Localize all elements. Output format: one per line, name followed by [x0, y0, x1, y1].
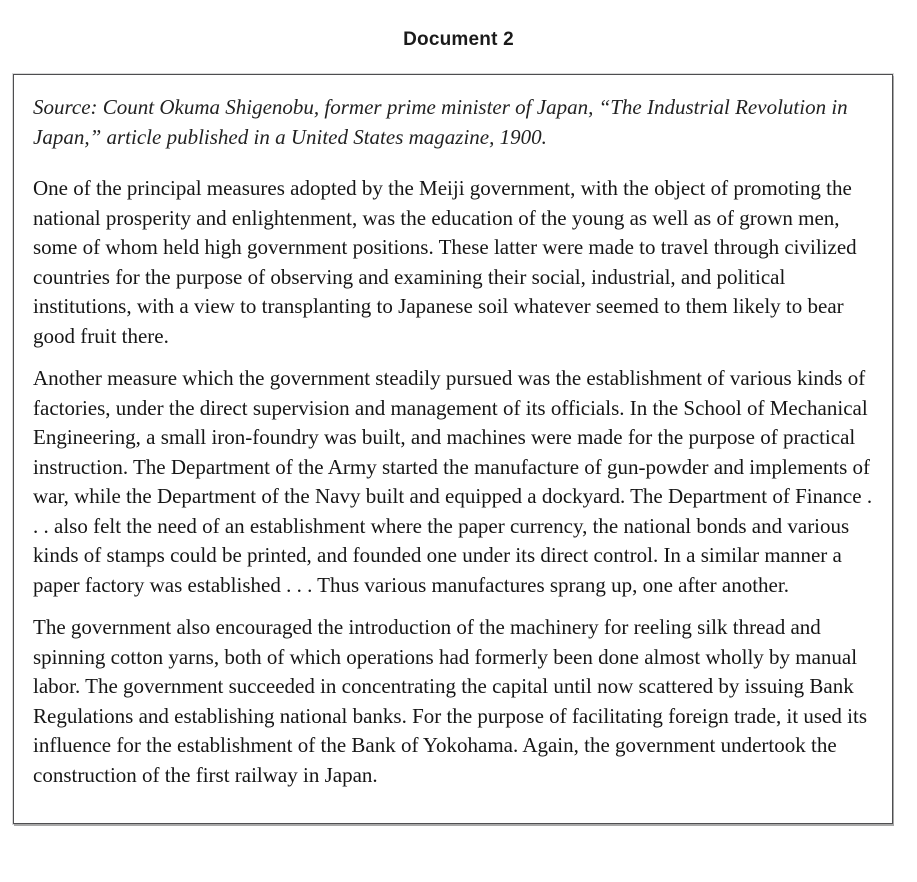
document-box: [13, 74, 893, 824]
document-title: Document 2: [403, 29, 514, 50]
document-paragraph-education: One of the principal measures adopted by the Meiji government, with the object of promoting the national prosperity and enlightenment, was the education of the young as well as of grown men, some of whom held high government positions. These latter were made to travel through civilized countries for the purpose of observing and examining their social, industrial, and political institutions, with a view to transplanting to Japanese soil whatever seemed to them likely to bear good fruit there.: [33, 176, 857, 348]
document-paragraph-machinery-banks: The government also encouraged the introduction of the machinery for reeling silk thread and spinning cotton yarns, both of which operations had formerly been done almost wholly by manual labor. The government succeeded in concentrating the capital until now scattered by issuing Bank Regulations and establishing national banks. For the purpose of facilitating foreign trade, it used its influence for the establishment of the Bank of Yokohama. Again, the government undertook the construction of the first railway in Japan.: [33, 615, 867, 787]
document-page: [0, 29, 917, 824]
document-paragraph-factories: Another measure which the government steadily pursued was the establishment of various kinds of factories, under the direct supervision and management of its officials. In the School of Mechanical Engineering, a small iron-foundry was built, and machines were made for the purpose of practical instruction. The Department of the Army started the manufacture of gun-powder and implements of war, while the Department of the Navy built and equipped a dockyard. The Department of Finance . . . also felt the need of an establishment where the paper currency, the national bonds and various kinds of stamps could be printed, and founded one under its direct control. In a similar manner a paper factory was established . . . Thus various manufactures sprang up, one after another.: [33, 366, 873, 597]
source-attribution: Source: Count Okuma Shigenobu, former prime minister of Japan, “The Industrial Revolution in Japan,” article published in a United States magazine, 1900.: [33, 95, 848, 149]
